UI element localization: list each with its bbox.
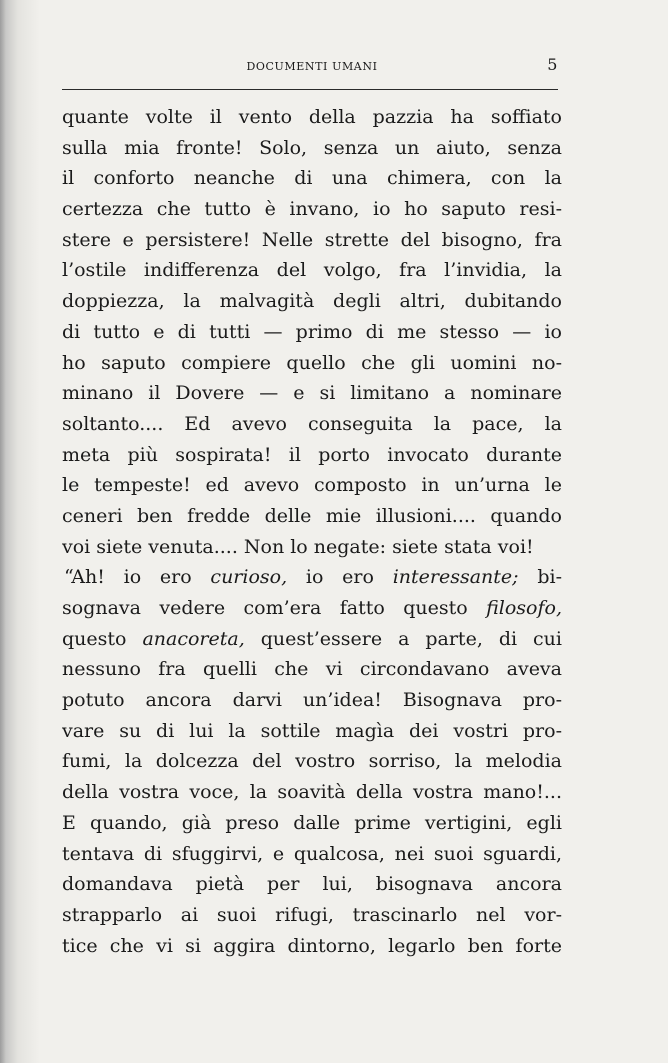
text-line: il conforto neanche di una chimera, con la: [62, 167, 562, 190]
paragraph-end-line: voi siete venuta.... Non lo negate: siete stata voi!: [62, 535, 534, 558]
text-line: stere e persistere! Nelle strette del bisogno, fra: [62, 228, 562, 251]
running-head: [62, 52, 562, 78]
text-line: della vostra voce, la soavità della vostra mano!...: [62, 781, 562, 804]
running-title: DOCUMENTI UMANI: [246, 60, 378, 73]
text-line: soltanto.... Ed avevo conseguita la pace, la: [62, 412, 562, 435]
text-line: vare su di lui la sottile magìa dei vostri pro-: [62, 719, 562, 742]
header-rule: [62, 89, 558, 90]
italic-word: curioso,: [210, 566, 288, 589]
text-line: ceneri ben fredde delle mie illusioni.... quando: [62, 504, 562, 527]
book-page: [62, 52, 562, 961]
text-segment: io ero: [287, 566, 393, 589]
text-line: tice che vi si aggira dintorno, legarlo ben forte: [62, 934, 562, 957]
text-line: tentava di sfuggirvi, e qualcosa, nei suoi sguardi,: [62, 842, 562, 865]
text-line: sulla mia fronte! Solo, senza un aiuto, senza: [62, 136, 562, 159]
text-line: quante volte il vento della pazzia ha soffiato: [62, 106, 562, 128]
italic-word: interessante;: [392, 566, 519, 589]
text-line: ho saputo compiere quello che gli uomini no-: [62, 351, 562, 374]
text-line: potuto ancora darvi un’idea! Bisognava pro-: [62, 689, 562, 712]
page-number: 5: [547, 55, 558, 74]
book-spine-shadow: [0, 0, 40, 1063]
text-line: minano il Dovere — e si limitano a nominare: [62, 382, 562, 405]
italic-word: filosofo,: [486, 597, 562, 619]
text-line: certezza che tutto è invano, io ho saputo resi-: [62, 198, 562, 221]
text-line: doppiezza, la malvagità degli altri, dubitando: [62, 290, 562, 313]
text-line: fumi, la dolcezza del vostro sorriso, la melodia: [62, 750, 562, 773]
text-line-with-italics: [62, 624, 562, 655]
body-text: [62, 102, 562, 961]
text-line: l’ostile indifferenza del volgo, fra l’invidia, la: [62, 259, 562, 282]
text-line: strapparlo ai suoi rifugi, trascinarlo nel vor-: [62, 903, 562, 926]
text-line: meta più sospirata! il porto invocato durante: [62, 443, 562, 466]
text-line: domandava pietà per lui, bisognava ancora: [62, 873, 562, 896]
text-segment: bi-: [518, 566, 562, 589]
text-segment: “Ah! io ero: [64, 566, 211, 589]
text-segment: questo: [62, 627, 143, 650]
text-line: di tutto e di tutti — primo di me stesso — io: [62, 320, 562, 343]
text-line-with-italics: [62, 562, 562, 593]
text-line: E quando, già preso dalle prime vertigini, egli: [62, 811, 562, 834]
text-segment: sognava vedere com’era fatto questo: [62, 597, 487, 619]
text-line-with-italics: [62, 593, 562, 624]
italic-word: anacoreta,: [142, 627, 245, 650]
text-segment: quest’essere a parte, di cui: [244, 627, 562, 650]
text-line: nessuno fra quelli che vi circondavano aveva: [62, 658, 562, 681]
text-line: le tempeste! ed avevo composto in un’urna le: [62, 474, 562, 497]
